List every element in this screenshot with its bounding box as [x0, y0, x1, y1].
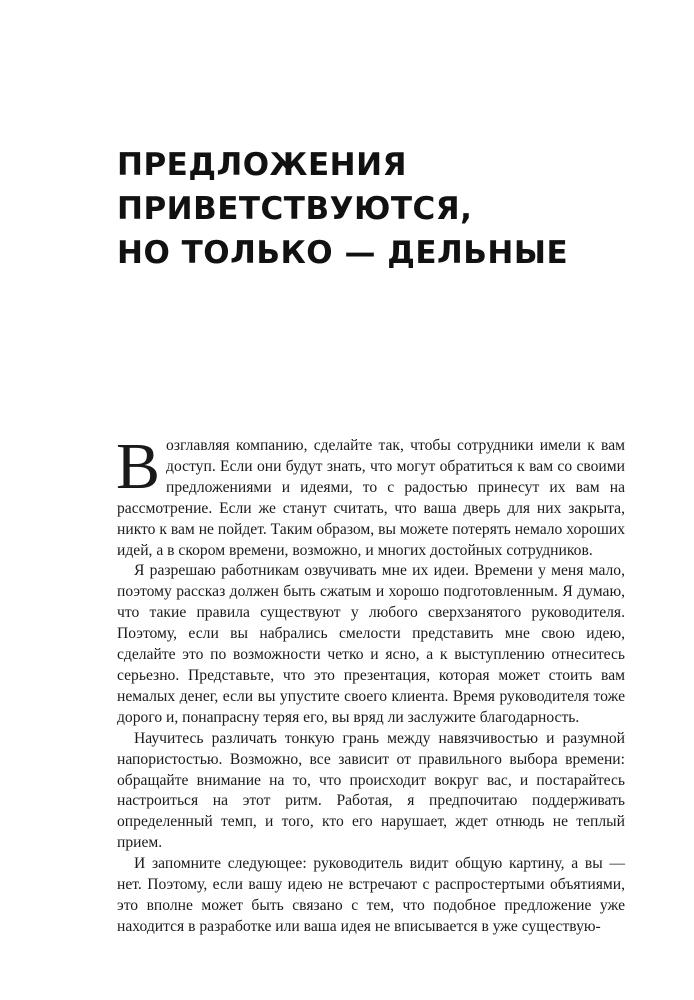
chapter-title-line-3: НО ТОЛЬКО — ДЕЛЬНЫЕ [117, 235, 569, 271]
paragraph-2: Я разрешаю работникам озвучивать мне их идеи. Времени у меня мало, поэтому рассказ должен быть сжатым и хорошо подготовленным. Я думаю, что такие правила существуют у любого сверхзанятого руководителя. Поэтому, если вы набрались смелости представить мне свою идею, сделайте это по возможности четко и ясно, а к выступлению отнеситесь серьезно. Представьте, что это презентация, которая может стоить вам немалых денег, если вы упустите своего клиента. Время руководителя тоже дорого и, понапрасну теряя его, вы вряд ли заслужите благодарность. [117, 562, 625, 726]
paragraph-1-text: озглавляя компанию, сделайте так, чтобы сотрудники имели к вам доступ. Если они будут знать, что могут обратиться к вам со своими предложениями и идеями, то с радостью принесут их вам на рассмотрение. Если же станут считать, что ваша дверь для них закрыта, никто к вам не пойдет. Таким образом, вы можете потерять немало хороших идей, а в скором времени, возможно, и многих достойных сотрудников. [117, 437, 625, 559]
chapter-title-line-2: ПРИВЕТСТВУЮТСЯ, [117, 191, 473, 227]
chapter-title [117, 143, 637, 275]
paragraph-3: Научитесь различать тонкую грань между навязчивостью и разумной напористостью. Возможно, все зависит от правильного выбора времени: обращайте внимание на то, что происходит вокруг вас, и постарайтесь настроиться на этот ритм. Работая, я предпочитаю поддерживать определенный темп, и того, кто его нарушает, ждет отнюдь не теплый прием. [117, 729, 625, 852]
chapter-body [116, 430, 625, 938]
paragraph-1 [116, 430, 625, 561]
drop-cap: В [116, 430, 161, 503]
chapter-title-line-1: ПРЕДЛОЖЕНИЯ [117, 147, 407, 183]
paragraph-4: И запомните следующее: руководитель видит общую картину, а вы — нет. Поэтому, если вашу идею не встречают с распростертыми объятиями, это вполне может быть связано с тем, что подобное предложение уже находится в разработке или ваша идея не вписывается в уже существую- [117, 855, 625, 935]
